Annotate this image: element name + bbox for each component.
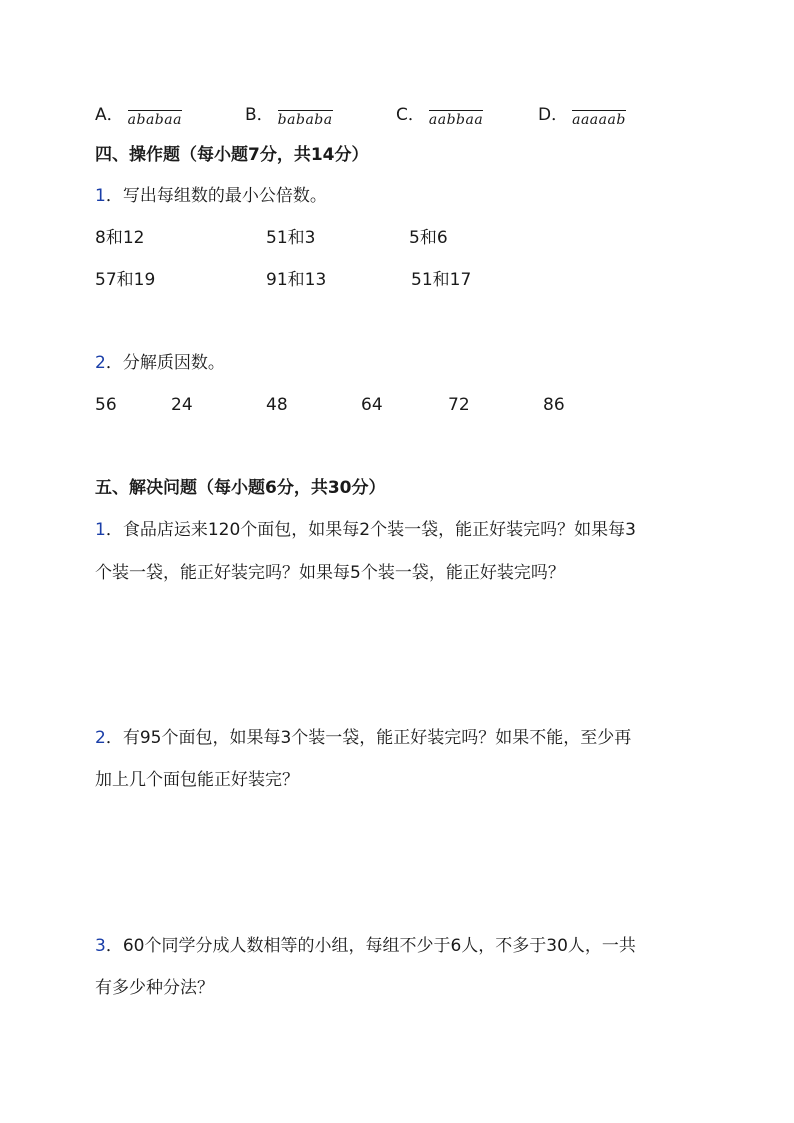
factor-number: 86 — [543, 395, 565, 415]
factor-number: 56 — [95, 395, 117, 415]
s5-q3-number: 3 — [95, 936, 106, 956]
option-c-letter: C． — [396, 105, 425, 125]
lcm-item: 8和12 — [95, 228, 145, 248]
option-b — [245, 100, 333, 128]
lcm-item: 57和19 — [95, 270, 156, 290]
s5-q3-line2: 有多少种分法？ — [95, 978, 214, 998]
section4-title: 四、操作题（每小题7分，共14分） — [95, 145, 369, 165]
s5-q2-number: 2 — [95, 728, 106, 748]
option-d-letter: D． — [538, 105, 569, 125]
s4-q2-number: 2 — [95, 353, 106, 373]
option-b-letter: B． — [245, 105, 274, 125]
s4-q1-number: 1 — [95, 186, 106, 206]
s5-q1-text: ．食品店运来120个面包，如果每2个装一袋，能正好装完吗？如果每3 — [105, 520, 636, 540]
factor-number: 72 — [448, 395, 470, 415]
s5-q1-line1 — [95, 518, 636, 542]
lcm-item: 5和6 — [409, 228, 448, 248]
s5-q3-line1 — [95, 934, 636, 958]
s5-q2-line1 — [95, 726, 631, 750]
s4-q2-text: ．分解质因数。 — [105, 353, 225, 373]
s4-q1-text: ．写出每组数的最小公倍数。 — [105, 186, 327, 206]
section5-title: 五、解决问题（每小题6分，共30分） — [95, 478, 386, 498]
option-b-value: bababa — [277, 112, 333, 128]
lcm-item: 51和3 — [266, 228, 316, 248]
s5-q2-text: ．有95个面包，如果每3个装一袋，能正好装完吗？如果不能，至少再 — [105, 728, 632, 748]
option-a-letter: A． — [95, 105, 124, 125]
s5-q1-number: 1 — [95, 520, 106, 540]
s5-q3-text: ．60个同学分成人数相等的小组，每组不少于6人，不多于30人，一共 — [105, 936, 636, 956]
option-d — [538, 100, 626, 128]
option-c-value: aabbaa — [428, 112, 484, 128]
s4-q1 — [95, 184, 327, 208]
option-c — [396, 100, 484, 128]
lcm-item: 91和13 — [266, 270, 327, 290]
s5-q2-line2: 加上几个面包能正好装完？ — [95, 770, 299, 790]
factor-number: 24 — [171, 395, 193, 415]
option-a — [95, 100, 182, 128]
lcm-item: 51和17 — [411, 270, 472, 290]
s4-q2 — [95, 351, 225, 375]
factor-number: 48 — [266, 395, 288, 415]
option-a-value: ababaa — [127, 112, 182, 128]
option-d-value: aaaaab — [572, 112, 626, 128]
factor-number: 64 — [361, 395, 383, 415]
s5-q1-line2: 个装一袋，能正好装完吗？如果每5个装一袋，能正好装完吗？ — [95, 563, 565, 583]
